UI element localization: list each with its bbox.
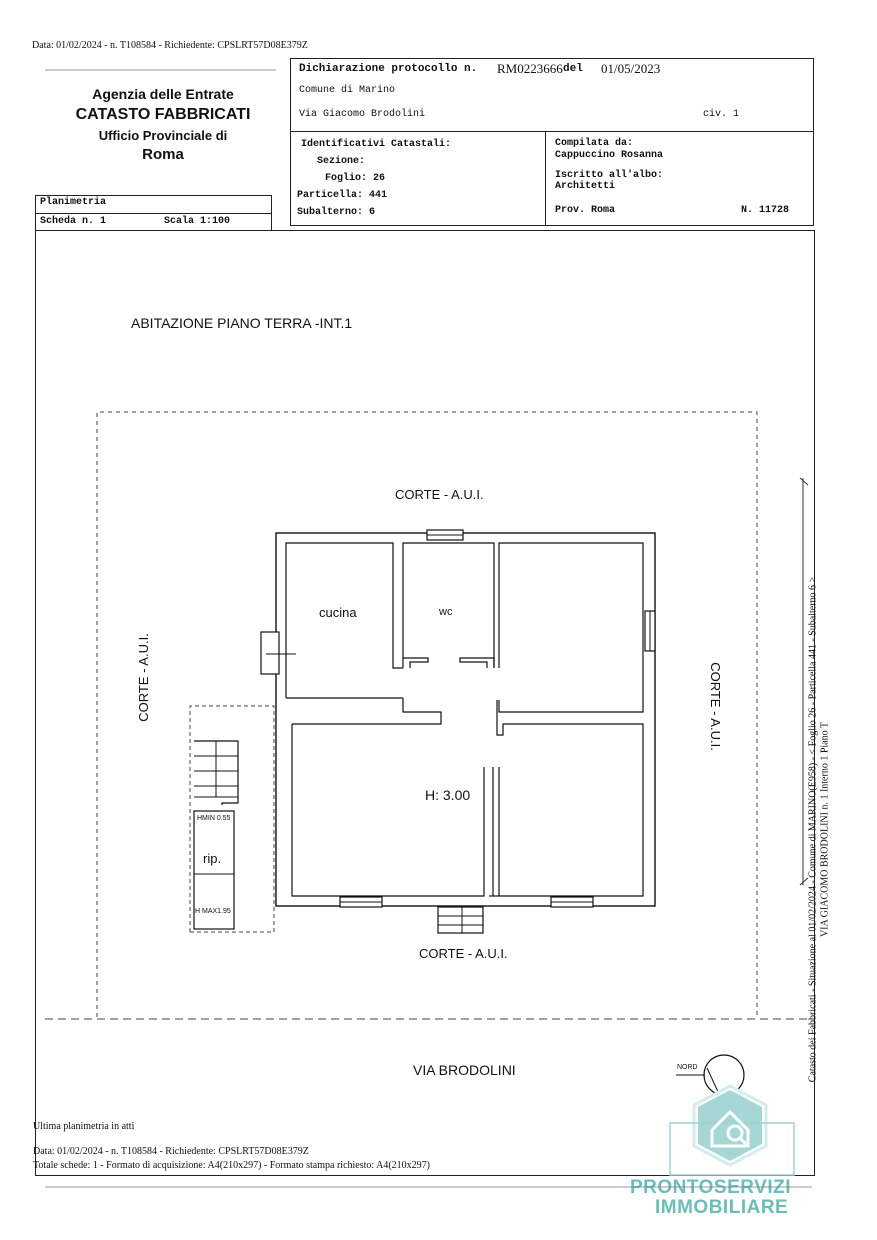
corte-left-label: CORTE - A.U.I. [135, 633, 151, 722]
north-label: NORD [677, 1064, 698, 1071]
declaration-del: del [563, 63, 583, 75]
footer-totale: Totale schede: 1 - Formato di acquisizione: A4(210x297) - Formato stampa richiesto: A4(210x297) [33, 1160, 430, 1171]
watermark-line1: PRONTOSERVIZI [630, 1177, 791, 1198]
room-label-wc: wc [439, 606, 453, 618]
corte-right-label: CORTE - A.U.I. [707, 662, 723, 751]
scale: Scala 1:100 [164, 216, 231, 227]
albo-number: N. 11728 [741, 205, 790, 216]
compiler-name: Cappuccino Rosanna [555, 150, 664, 161]
watermark-line2: IMMOBILIARE [655, 1197, 789, 1218]
ceiling-height: H: 3.00 [425, 787, 471, 803]
planimetria-title: Planimetria [40, 197, 107, 208]
corte-top-label: CORTE - A.U.I. [395, 487, 484, 502]
foglio: Foglio: 26 [325, 173, 386, 184]
building-outer-wall [276, 533, 655, 906]
window-left [261, 632, 279, 674]
comune: Comune di Marino [299, 85, 396, 96]
room-label-cucina: cucina [319, 605, 357, 620]
room-label-rip: rip. [203, 851, 222, 866]
bedroom-wall [497, 700, 643, 896]
plan-title: ABITAZIONE PIANO TERRA -INT.1 [131, 315, 353, 331]
address: Via Giacomo Brodolini [299, 109, 426, 120]
subalterno: Subalterno: 6 [297, 207, 376, 218]
scheda-number: Scheda n. 1 [40, 216, 107, 227]
living-wall [292, 724, 484, 896]
hmax-label: H MAX1.95 [195, 908, 231, 915]
identifiers-title: Identificativi Catastali: [301, 139, 452, 150]
particella: Particella: 441 [297, 190, 388, 201]
compilata-label: Compilata da: [555, 138, 634, 149]
cucina-wall [286, 543, 403, 698]
watermark-logo-icon [670, 1086, 794, 1175]
property-boundary [97, 412, 757, 1017]
albo: Architetti [555, 181, 616, 192]
sezione: Sezione: [317, 156, 366, 167]
agency-name: Agenzia delle Entrate [92, 86, 234, 102]
province: Prov. Roma [555, 205, 616, 216]
street-label: VIA BRODOLINI [413, 1062, 516, 1078]
header-request-line: Data: 01/02/2024 - n. T108584 - Richiedente: CPSLRT57D08E379Z [32, 40, 308, 51]
agency-city: Roma [142, 146, 184, 163]
declaration-date: 01/05/2023 [601, 61, 661, 76]
civic-number: civ. 1 [703, 109, 740, 120]
side-text-line1: Catasto dei Fabbricati - Situazione al 01/02/2024 - Comune di MARINO(E958) - < Foglio 26 - Particella 441 - Subalterno 6 > [807, 576, 819, 1083]
footer-data-line: Data: 01/02/2024 - n. T108584 - Richiedente: CPSLRT57D08E379Z [33, 1146, 309, 1157]
side-text-line2: VIA GIACOMO BRODOLINI n. 1 Interno 1 Piano T [819, 721, 831, 938]
footer-ultima: Ultima planimetria in atti [33, 1121, 135, 1132]
agency-catasto: CATASTO FABBRICATI [75, 106, 251, 123]
corte-bottom-label: CORTE - A.U.I. [419, 946, 508, 961]
declaration-number: RM0223666 [497, 61, 563, 76]
declaration-label: Dichiarazione protocollo n. [299, 63, 478, 75]
entrance-steps [438, 907, 483, 933]
room-right-wall [499, 543, 643, 712]
agency-office: Ufficio Provinciale di [98, 128, 228, 143]
iscritto-label: Iscritto all'albo: [555, 170, 664, 181]
hmin-label: HMIN 0.55 [197, 815, 231, 822]
